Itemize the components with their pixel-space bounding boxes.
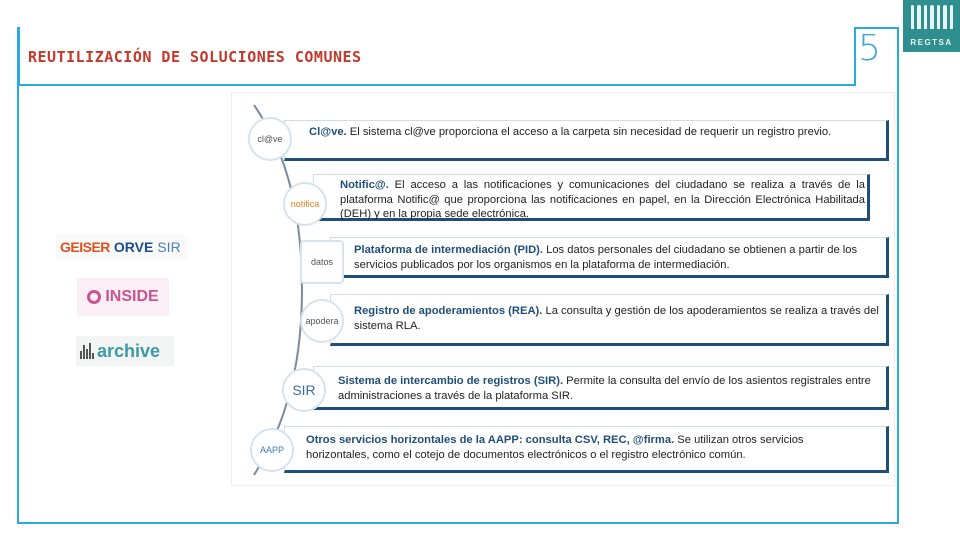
notifica-icon-label: notifica xyxy=(290,199,320,209)
inside-logo-text: INSIDE xyxy=(105,288,159,305)
entry-pid-desc: Los datos personales del ciudadano se obtienen a partir de los servicios publicados por los organismos en la plataforma de intermediación. xyxy=(354,244,858,271)
entry-rea-text xyxy=(354,304,889,333)
entry-clave-text xyxy=(309,125,869,140)
entry-sir-name: Sistema de intercambio de registros (SIR). xyxy=(338,375,564,387)
aapp-icon-label: AAPP xyxy=(259,445,284,455)
entry-notifica-text xyxy=(340,178,865,222)
orve-logo: ORVE xyxy=(113,239,154,255)
slide-title: REUTILIZACIÓN DE SOLUCIONES COMUNES xyxy=(28,48,362,66)
entry-pid-text xyxy=(354,243,889,272)
notifica-icon xyxy=(283,182,327,226)
sir-icon xyxy=(282,368,326,412)
regtsa-bars-icon xyxy=(911,5,953,31)
services-panel xyxy=(232,93,894,485)
page-number: 5 xyxy=(858,28,881,69)
clave-icon-label: cl@ve xyxy=(257,134,283,144)
archive-bars-icon xyxy=(80,343,94,359)
entry-notifica-desc: El acceso a las notificaciones y comunicaciones del ciudadano se realiza a través de la plataforma Notific@ que proporciona las notificaciones en papel, en la Dirección Electrónica Habilitada (DEH) y en la propia sede electrónica. xyxy=(340,179,865,220)
entry-rea-desc: La consulta y gestión de los apoderamientos se realiza a través del sistema RLA. xyxy=(354,305,879,332)
entry-sir-text xyxy=(338,374,883,403)
entry-rea-name: Registro de apoderamientos (REA). xyxy=(354,305,543,317)
geiser-orve-sir-logos xyxy=(56,234,188,260)
entry-notifica-name: Notific@. xyxy=(340,179,389,191)
apodera-icon xyxy=(300,299,344,343)
archive-logo-text: archive xyxy=(97,340,161,361)
entry-otros-desc: Se utilizan otros servicios horizontales, como el cotejo de documentos electrónicos o el registro electrónico común. xyxy=(306,434,804,461)
pid-icon xyxy=(300,240,344,284)
archive-logo xyxy=(76,336,174,366)
apodera-icon-label: apodera xyxy=(305,316,339,326)
sir-logo: SIR xyxy=(157,239,181,255)
inside-logo xyxy=(77,278,169,316)
entry-sir-desc: Permite la consulta del envío de los asientos registrales entre administraciones a través de la plataforma SIR. xyxy=(338,375,871,402)
regtsa-label: REGTSA xyxy=(910,38,953,47)
entry-pid-name: Plataforma de intermediación (PID). xyxy=(354,244,543,256)
entry-clave-desc: El sistema cl@ve proporciona el acceso a la carpeta sin necesidad de requerir un registro previo. xyxy=(346,126,832,138)
sir-icon-label: SIR xyxy=(292,382,316,398)
geiser-logo: GEISER xyxy=(60,239,110,255)
regtsa-logo xyxy=(903,0,960,52)
entry-otros-text xyxy=(306,433,866,462)
aapp-icon xyxy=(250,428,294,472)
inside-ring-icon xyxy=(87,290,101,304)
entry-otros-name: Otros servicios horizontales de la AAPP: consulta CSV, REC, @firma. xyxy=(306,434,675,446)
pid-icon-label: datos xyxy=(310,257,334,267)
entry-clave-name: Cl@ve. xyxy=(309,126,347,138)
clave-icon xyxy=(248,117,292,161)
